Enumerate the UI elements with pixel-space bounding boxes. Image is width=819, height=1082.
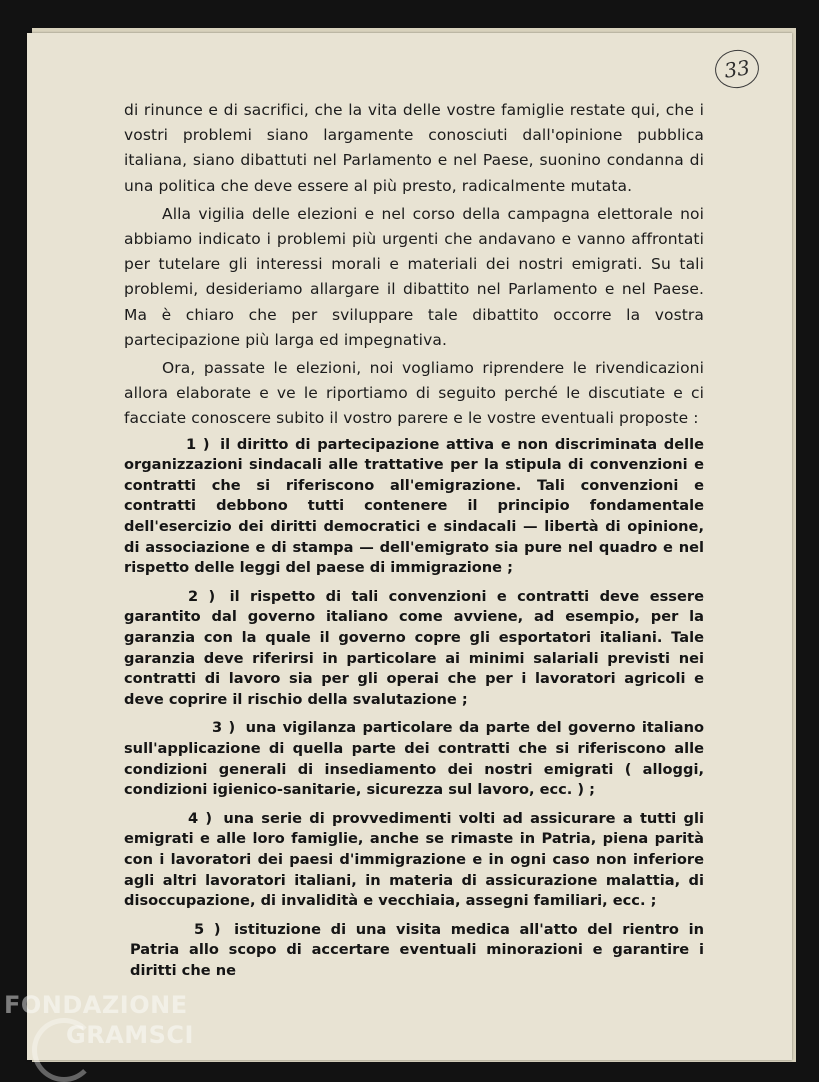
list-item [124,587,704,711]
list-item-text: il diritto di partecipazione attiva e non discriminata delle organizzazioni sindacali alle trattative per la stipula di convenzioni e contratti che si riferiscono all'emigrazione. Tali convenzioni e contratti debbono tutti contenere il principio fondamentale dell'esercizio dei diritti democratici e sindacali — libertà di opinione, di associazione e di stampa — dell'emigrato sia pure nel quadro e nel rispetto delle leggi del paese di immigrazione ; [124,435,704,577]
list-item-text: una serie di provvedimenti volti ad assicurare a tutti gli emigrati e alle loro famiglie, anche se rimaste in Patria, piena parità con i lavoratori dei paesi d'immigrazione e in ogni caso non inferiore agli altri lavoratori italiani, in materia di assicurazione malattia, di disoccupazione, di invalidità e vecchiaia, assegni familiari, ecc. ; [124,809,704,910]
watermark-line-2: GRAMSCI [66,1021,194,1049]
list-item [124,809,704,912]
paragraph-elections: Alla vigilia delle elezioni e nel corso della campagna elettorale noi abbiamo indicato i problemi più urgenti che andavano e vanno affrontati per tutelare gli interessi morali e materiali dei nostri emigrati. Su tali problemi, desideriamo allargare il dibattito nel Parlamento e nel Paese. Ma è chiaro che per sviluppare tale dibattito occorre la vostra partecipazione più larga ed impegnativa. [124,204,704,349]
list-item-number: 1 ) [186,435,210,453]
list-item-number: 3 ) [212,719,236,737]
list-item-text: una vigilanza particolare da parte del governo italiano sull'applicazione di quella parte dei contratti che si riferiscono alle condizioni generali di insediamento dei nostri emigrati ( alloggi, condizioni igienico-sanitarie, sicurezza sul lavoro, ecc. ) ; [124,719,704,799]
list-item [124,718,704,800]
list-item-number: 5 ) [194,920,221,938]
list-item [124,435,704,579]
list-item-number: 4 ) [188,809,213,827]
watermark [4,990,204,1050]
paragraph-claims: Ora, passate le elezioni, noi vogliamo riprendere le rivendicazioni allora elaborate e ve le riportiamo di seguito perché le discutiate e ci facciate conoscere subito il vostro parere e le vostre eventuali proposte : [124,359,704,428]
list-item-text: il rispetto di tali convenzioni e contratti deve essere garantito dal governo italiano come avviene, ad esempio, per la garanzia con la quale il governo copre gli esportatori italiani. Tale garanzia deve riferirsi in particolare ai minimi salariali previsti nei contratti di lavoro sia per gli operai che per i lavoratori agricoli e deve coprire il rischio della svalutazione ; [124,587,704,708]
paragraph-intro: di rinunce e di sacrifici, che la vita delle vostre famiglie restate qui, che i vostri problemi siano largamente conosciuti dall'opinione pubblica italiana, siano dibattuti nel Parlamento e nel Paese, suonino condanna di una politica che deve essere al più presto, radicalmente mutata. [124,101,704,195]
list-item [130,920,704,982]
page-number-stamp: 33 [713,47,762,91]
list-item-number: 2 ) [188,587,216,605]
document-body [124,98,704,989]
list-item-text: istituzione di una visita medica all'atto del rientro in Patria allo scopo di accertare eventuali minorazioni e garantire i diritti che ne [130,920,704,979]
watermark-line-1: FONDAZIONE [4,991,188,1019]
